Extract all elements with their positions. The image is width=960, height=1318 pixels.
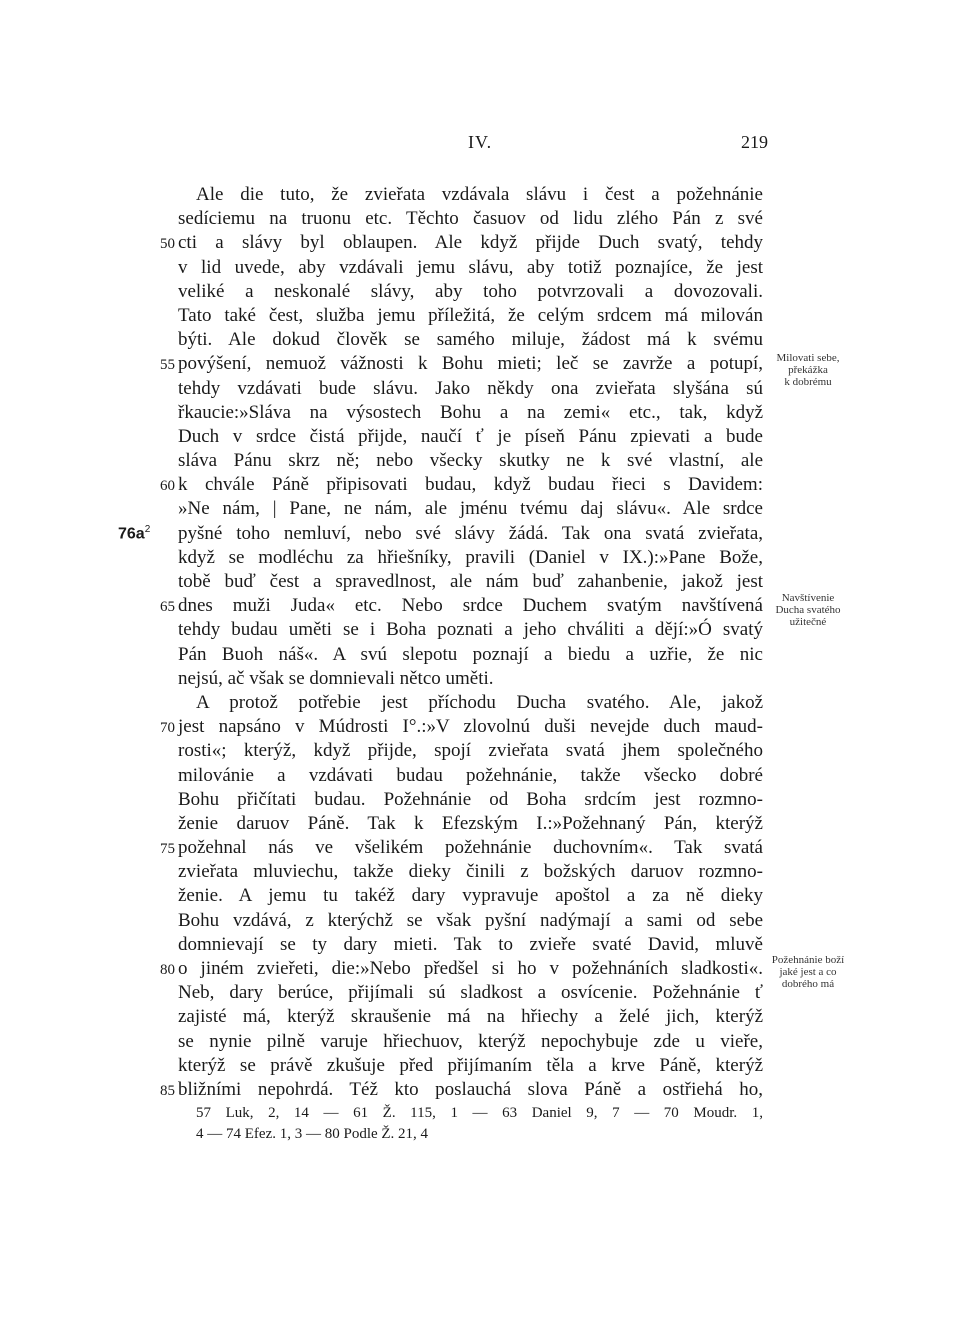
footnote-line: 4 — 74 Efez. 1, 3 — 80 Podle Ž. 21, 4	[196, 1126, 429, 1142]
line-text: k chvále Páně připisovati budau, když budau řieci s Davidem:	[178, 474, 763, 496]
page-number: 219	[741, 132, 768, 152]
margin-note-line: dobrého má	[781, 978, 835, 990]
margin-note-line: Navštívenie	[781, 592, 835, 604]
text-line	[0, 401, 960, 425]
text-line	[0, 546, 960, 570]
line-text: »Ne nám, | Pane, ne nám, ale jménu tvému daj slávu«. Ale srdce	[178, 498, 763, 520]
line-text: bližními nepohrdá. Též kto poslauchá slova Páně a ostřiehá ho,	[178, 1078, 763, 1100]
line-number: 70	[160, 720, 175, 737]
line-text: veliké a neskonalé slávy, aby toho potvrzovali a dovozovali.	[178, 280, 763, 302]
text-line	[0, 449, 960, 473]
folio-mark: $76a^2$	[118, 523, 151, 542]
line-text: v lid uvede, aby vzdávali jemu slávu, aby totiž poznajíce, že jest	[178, 256, 763, 278]
line-text: zvieřata mluviechu, takže dieky činili z božských daruov rozmno-	[178, 861, 763, 883]
line-text: kterýž se právě zkušuje před přijímaním těla a krve Páně, kterýž	[178, 1054, 763, 1076]
text-line	[0, 691, 960, 715]
line-text: požehnal nás ve všelikém požehnánie duchovním«. Tak svatá	[178, 837, 763, 859]
line-text: jest napsáno v Múdrosti I°.:»V zlovolnú duši nevejde duch maud-	[178, 716, 763, 738]
text-line	[0, 231, 960, 255]
line-text: dnes muži Juda« etc. Nebo srdce Duchem svatým navštívená	[178, 595, 763, 617]
footnote-line: 57 Luk, 2, 14 — 61 Ž. 115, 1 — 63 Daniel 9, 7 — 70 Moudr. 1,	[196, 1105, 763, 1121]
text-line	[0, 522, 960, 546]
line-text: Bohu vzdává, z kterýchž se však pyšní nadýmají a sami od sebe	[178, 909, 763, 931]
text-line	[0, 497, 960, 521]
line-text: sedíciemu na truonu etc. Těchto časuov od lidu zlého Pán z své	[178, 208, 763, 230]
text-line	[0, 909, 960, 933]
margin-note-line: k dobrému	[784, 376, 832, 388]
line-text: pyšné toho nemluví, nebo své slávy žádá. Tak ona svatá zvieřata,	[178, 522, 763, 544]
text-line	[0, 473, 960, 497]
text-line	[0, 715, 960, 739]
margin-note-line: Ducha svatého	[775, 604, 841, 616]
text-line	[0, 1005, 960, 1029]
margin-note-line: překážka	[788, 364, 828, 376]
line-number: 80	[160, 962, 175, 978]
line-text: Pán Buoh náš«. A svú slepotu poznají a biedu a uzřie, že nic	[178, 643, 763, 665]
text-line	[0, 328, 960, 352]
chapter-heading: IV.	[468, 132, 493, 152]
footnotes	[196, 1103, 763, 1145]
line-text: rosti«; kterýž, když přijde, spojí zvieřata svatá jhem společného	[178, 740, 763, 762]
margin-note-line: Požehnánie boží	[771, 954, 845, 966]
text-line	[0, 884, 960, 908]
line-text: býti. Ale dokud člověk se samého miluje, žádost má k svému	[178, 329, 763, 351]
line-text: Duch v srdce čistá přijde, naučí ť je píseň Pánu zpievati a bude	[178, 425, 763, 447]
text-line	[0, 860, 960, 884]
text-line	[0, 667, 960, 691]
line-text: povýšení, nemuož vážnosti k Bohu mieti; leč se zavrže a potupí,	[178, 353, 763, 375]
line-number: 60	[160, 478, 175, 495]
line-text: tehdy vzdávati bude slávu. Jako někdy ona zvieřata slyšána sú	[178, 377, 763, 399]
margin-note-line: jaké jest a co	[779, 966, 837, 978]
text-line	[0, 812, 960, 836]
line-text: ženie daruov Páně. Tak k Efezským I.:»Požehnaný Pán, kterýž	[178, 812, 763, 834]
text-line	[0, 1078, 960, 1102]
line-text: Ale die tuto, že zvieřata vzdávala slávu i čest a požehnánie	[196, 184, 763, 205]
line-number: 50	[160, 236, 175, 253]
text-line	[0, 207, 960, 231]
text-line	[0, 643, 960, 667]
text-line	[0, 764, 960, 788]
text-line	[0, 1030, 960, 1054]
line-text: se nynie pilně varuje hřiechuov, kterýž nepochybuje zde u vieře,	[178, 1030, 763, 1052]
line-number: 55	[160, 357, 175, 374]
line-text: zajisté má, kterýž skraušenie má na hřiechy a želé jich, kterýž	[178, 1006, 763, 1028]
text-line	[0, 425, 960, 449]
line-text: když se modléchu za hřiešníky, pravili (Daniel v IX.):»Pane Bože,	[178, 546, 763, 568]
margin-note-3	[768, 954, 848, 990]
margin-note-line: užitečné	[789, 616, 827, 628]
line-text: řkaucie:»Sláva na výsostech Bohu a na zemi« etc., tak, když	[178, 401, 763, 423]
text-line	[0, 788, 960, 812]
line-text: domnievají se ty dary mieti. Tak to zvieře svaté David, mluvě	[178, 933, 763, 955]
text-line	[0, 836, 960, 860]
text-line	[0, 183, 960, 207]
text-line	[0, 570, 960, 594]
running-head	[0, 132, 960, 158]
line-text: tehdy budau uměti se i Boha poznati a jeho chváliti a dějí:»Ó svatý	[178, 619, 763, 641]
line-text: cti a slávy byl oblaupen. Ale když přijde Duch svatý, tehdy	[178, 232, 763, 254]
line-text: tobě buď čest a spravedlnost, ale nám buď zahanbenie, jakož jest	[178, 571, 763, 592]
line-number: 85	[160, 1082, 175, 1099]
line-text: A protož potřebie jest příchodu Ducha svatého. Ale, jakož	[196, 691, 763, 713]
line-number: 65	[160, 599, 175, 616]
margin-note-1	[768, 352, 848, 388]
line-text: sláva Pánu skrz ně; nebo všecky skutky ne k své vlastní, ale	[178, 450, 763, 472]
text-line	[0, 280, 960, 304]
margin-note-2	[768, 592, 848, 628]
line-number: 75	[160, 841, 175, 858]
line-text: nejsú, ač však se domnievali nětco uměti.	[178, 667, 494, 689]
line-text: milovánie a vzdávati budau požehnánie, takže všecko dobré	[178, 764, 763, 786]
text-line	[0, 304, 960, 328]
line-text: Bohu přičítati budau. Požehnánie od Boha srdcím jest rozmno-	[178, 788, 763, 810]
line-text: Neb, dary berúce, přijímali sú sladkost a osvícenie. Požehnánie ť	[178, 982, 763, 1004]
text-line	[0, 739, 960, 763]
margin-note-line: Milovati sebe,	[776, 352, 840, 364]
text-line	[0, 256, 960, 280]
line-text: o jiném zvieřeti, die:»Nebo předšel si ho v požehnáních sladkosti«.	[178, 958, 763, 979]
line-text: ženie. A jemu tu takéž dary vypravuje apoštol a za ně dieky	[178, 885, 763, 907]
text-line	[0, 1054, 960, 1078]
line-text: Tato také čest, služba jemu příležitá, že celým srdcem má milován	[178, 304, 763, 326]
